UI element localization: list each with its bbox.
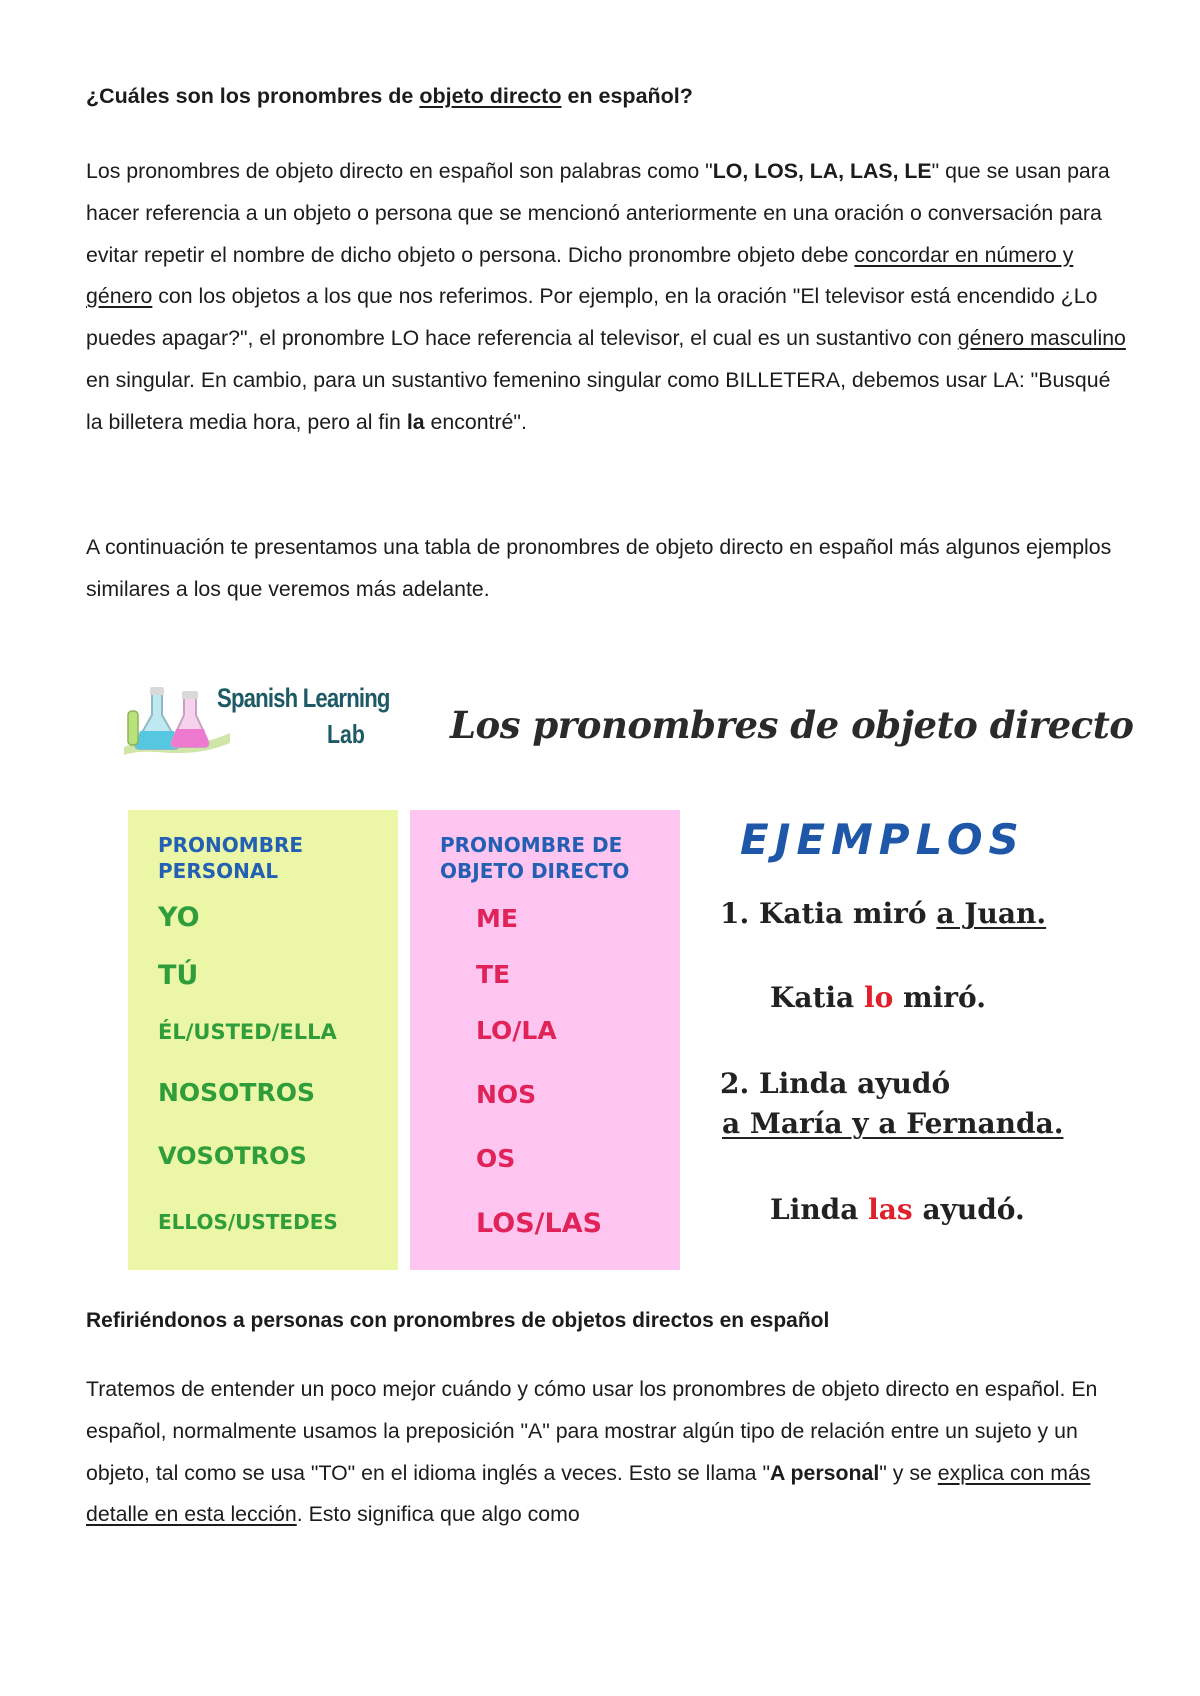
text-run: con los objetos a los que nos referimos. Por ejemplo, en la oración "El televisor está encendido ¿Lo puedes apagar?", el pronombre LO hace referencia al televisor, el cual es un sustantivo con xyxy=(86,284,1098,351)
bold-a-personal: A personal xyxy=(770,1460,880,1485)
spanish-learning-lab-logo xyxy=(122,675,390,761)
personal-pronoun-item: TÚ xyxy=(158,960,199,991)
heading-direct-object-pronouns xyxy=(86,84,693,109)
personal-pronoun-item: ELLOS/USTEDES xyxy=(158,1210,338,1234)
direct-object-item: NOS xyxy=(476,1080,537,1109)
concordar-link[interactable]: concordar en número y género xyxy=(86,242,1074,309)
text-run: ayudó. xyxy=(912,1193,1025,1226)
pronoun-highlight: las xyxy=(868,1193,913,1226)
objeto-directo-link[interactable]: objeto directo xyxy=(419,84,562,108)
personal-pronoun-column xyxy=(128,810,398,1270)
direct-object-item: TE xyxy=(476,960,511,989)
direct-object-item: ME xyxy=(476,904,518,933)
text-run: Los pronombres de objeto directo en español son palabras como " xyxy=(86,159,713,183)
bold-pronouns: LO, LOS, LA, LAS, LE xyxy=(712,159,932,183)
direct-object-pronoun-column xyxy=(410,810,680,1270)
intro-paragraph xyxy=(86,151,1126,444)
heading-text-end: en español? xyxy=(561,84,693,108)
logo-text-spanish-learning: Spanish Learning xyxy=(217,683,390,713)
heading-people-pronouns: Refiriéndonos a personas con pronombres de objetos directos en español xyxy=(86,1309,830,1332)
direct-object-item: OS xyxy=(476,1144,516,1173)
pronoun-highlight: lo xyxy=(863,981,894,1014)
example1-sentence xyxy=(720,897,1046,930)
text-run: . Esto significa que algo como xyxy=(296,1502,580,1527)
personal-pronoun-item: YO xyxy=(158,902,200,933)
personal-pronoun-item: VOSOTROS xyxy=(158,1142,307,1170)
genero-masculino-link[interactable]: género masculino xyxy=(957,326,1126,351)
flask-icon xyxy=(122,675,232,761)
logo-text-lab: Lab xyxy=(327,719,365,749)
personal-pronoun-header: PRONOMBRE PERSONAL xyxy=(158,833,304,883)
direct-object-item: LO/LA xyxy=(476,1016,557,1045)
example1-rewrite xyxy=(770,981,986,1014)
direct-object-item: LOS/LAS xyxy=(476,1208,603,1239)
text-run: miró. xyxy=(893,981,986,1014)
example2-rewrite xyxy=(770,1193,1025,1226)
example2-sentence-line2: a María y a Fernanda. xyxy=(722,1107,1064,1140)
a-personal-paragraph xyxy=(86,1369,1126,1536)
pronouns-infographic xyxy=(110,675,1134,1275)
text-run: Tratemos de entender un poco mejor cuándo y cómo usar los pronombres de objeto directo en español. En español, normalmente usamos la preposición "A" para mostrar algún tipo de relación entre un sujeto y un objeto, tal como se usa "TO" en el idioma inglés a veces. Esto se llama " xyxy=(86,1377,1098,1485)
text-run: encontré". xyxy=(424,409,527,434)
heading-text: ¿Cuáles son los pronombres de xyxy=(86,84,420,108)
table-intro-paragraph: A continuación te presentamos una tabla de pronombres de objeto directo en español más algunos ejemplos similares a los que veremos más adelante. xyxy=(86,535,1112,601)
text-run: Linda xyxy=(770,1193,869,1226)
examples-title: EJEMPLOS xyxy=(740,815,1025,864)
text-run: Katia xyxy=(770,981,864,1014)
personal-pronoun-item: NOSOTROS xyxy=(158,1078,315,1107)
infographic-title: Los pronombres de objeto directo xyxy=(450,703,1134,747)
direct-object-header: PRONOMBRE DE OBJETO DIRECTO xyxy=(440,833,630,883)
underlined-object: a Juan. xyxy=(936,897,1047,930)
bold-la: la xyxy=(406,409,425,434)
text-run: 1. Katia miró xyxy=(720,897,937,930)
text-run: en singular. En cambio, para un sustantivo femenino singular como BILLETERA, debemos usar LA: "Busqué la billetera media hora, pero al fin xyxy=(86,367,1111,434)
lesson-link[interactable]: explica con más detalle en esta lección xyxy=(86,1460,1091,1527)
example2-sentence-line1: 2. Linda ayudó xyxy=(720,1067,951,1100)
personal-pronoun-item: ÉL/USTED/ELLA xyxy=(158,1020,337,1044)
text-run: " que se usan para hacer referencia a un objeto o persona que se mencionó anteriormente en una oración o conversación para evitar repetir el nombre de dicho objeto o persona. Dicho pronombre objeto debe xyxy=(86,159,1110,267)
text-run: " y se xyxy=(879,1460,938,1485)
